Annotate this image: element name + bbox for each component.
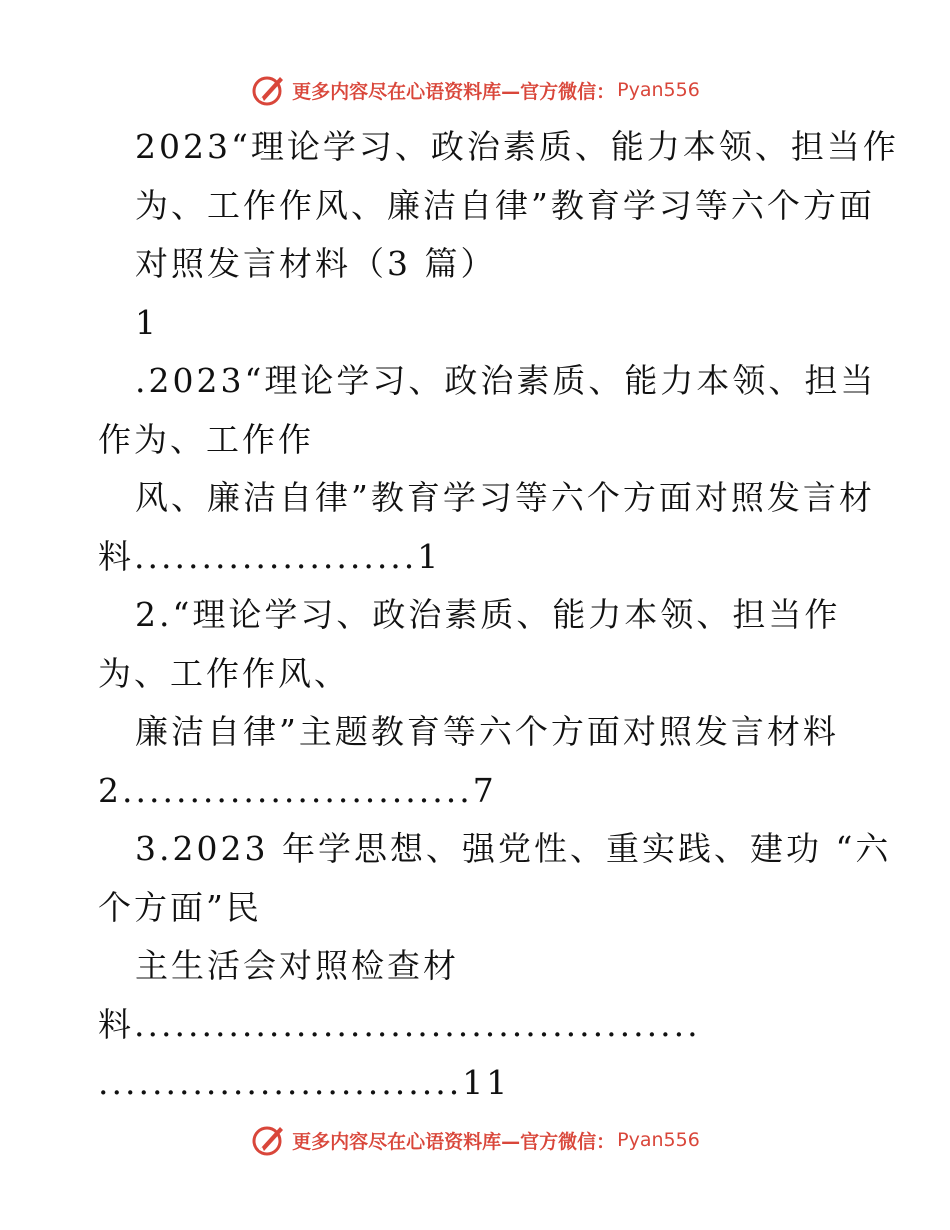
header-banner (0, 70, 950, 110)
doc-line: 为、工作作风、廉洁自律”教育学习等六个方面 (135, 185, 875, 225)
doc-line: 料.....................1 (98, 536, 442, 576)
banner-account: Pyan556 (617, 79, 700, 101)
doc-line: 风、廉洁自律”教育学习等六个方面对照发言材 (135, 478, 875, 517)
doc-line: .2023“理论学习、政治素质、能力本领、担当 (135, 361, 877, 400)
quill-pen-logo-icon (250, 73, 288, 107)
banner-text: 更多内容尽在心语资料库—官方微信： (292, 80, 616, 103)
banner-text: 更多内容尽在心语资料库—官方微信： (292, 1130, 616, 1153)
doc-line: 作为、工作作 (98, 419, 314, 459)
doc-line: ...........................11 (98, 1063, 511, 1102)
doc-line: 2023“理论学习、政治素质、能力本领、担当作 (135, 127, 899, 166)
doc-line: 2..........................7 (98, 770, 497, 810)
quill-pen-logo-icon (250, 1123, 288, 1157)
doc-line: 2.“理论学习、政治素质、能力本领、担当作 (135, 595, 841, 634)
doc-line: 对照发言材料（3 篇） (135, 244, 497, 283)
doc-line: 料.......................................... (98, 1004, 701, 1044)
doc-line: 1 (135, 302, 159, 342)
doc-line: 3.2023 年学思想、强党性、重实践、建功 “六 (135, 829, 892, 868)
footer-banner (0, 1120, 950, 1160)
banner-account: Pyan556 (617, 1129, 700, 1151)
doc-line: 个方面”民 (98, 887, 262, 927)
doc-line: 为、工作作风、 (98, 653, 350, 693)
document-body (98, 118, 899, 1113)
doc-line: 主生活会对照检查材 (135, 946, 459, 985)
doc-line: 廉洁自律”主题教育等六个方面对照发言材料 (135, 712, 839, 751)
